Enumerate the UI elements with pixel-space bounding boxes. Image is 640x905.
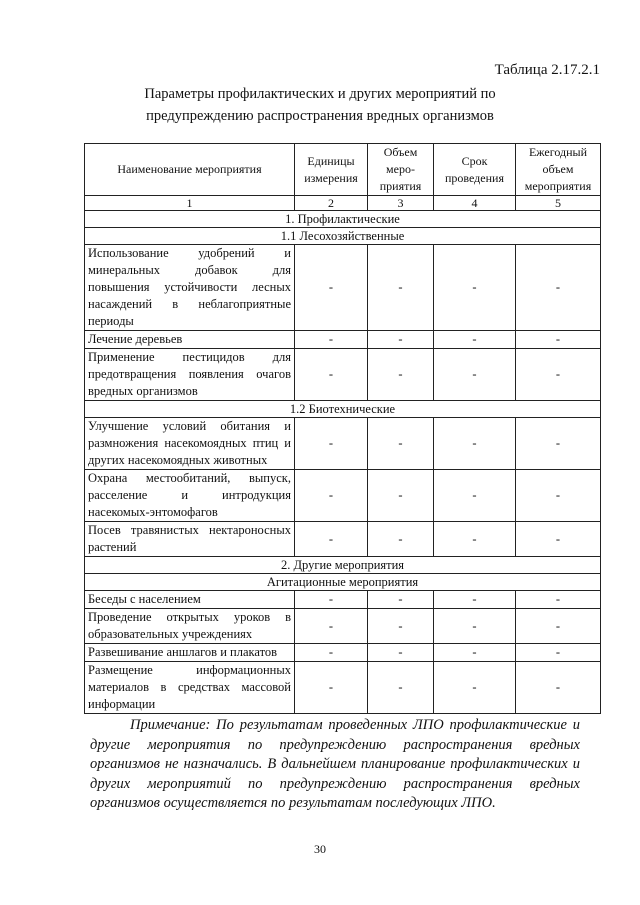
annual-value: - (516, 470, 601, 522)
volume-value: - (368, 331, 434, 349)
note-paragraph: Примечание: По результатам проведенных ЛПО профилактические и другие мероприятия по предупреждению распространения вредных организмов не назначались. В дальнейшем планирование профилактических и других мероприятий по предупреждению распространения вредных организмов осуществляется по результатам последующих ЛПО. (90, 717, 580, 811)
section-row (85, 557, 601, 574)
volume-value: - (368, 644, 434, 662)
subsection-title: 1.1 Лесохозяйственные (85, 228, 601, 245)
table-row (85, 591, 601, 609)
subsection-title: Агитационные мероприятия (85, 574, 601, 591)
column-number: 1 (85, 196, 295, 211)
table-row (85, 349, 601, 401)
annual-value: - (516, 522, 601, 557)
units-value: - (295, 662, 368, 714)
activity-name: Беседы с населением (85, 591, 295, 609)
volume-value: - (368, 470, 434, 522)
term-value: - (434, 591, 516, 609)
activity-name: Улучшение условий обитания и размножения насекомоядных птиц и других насекомоядных животных (85, 418, 295, 470)
units-value: - (295, 591, 368, 609)
term-value: - (434, 349, 516, 401)
units-value: - (295, 470, 368, 522)
units-value: - (295, 522, 368, 557)
section-row (85, 228, 601, 245)
units-value: - (295, 331, 368, 349)
annual-value: - (516, 609, 601, 644)
activity-name: Лечение деревьев (85, 331, 295, 349)
table-row (85, 644, 601, 662)
units-value: - (295, 349, 368, 401)
header-name: Наименование мероприятия (85, 144, 295, 196)
table-row (85, 662, 601, 714)
activity-name: Проведение открытых уроков в образовательных учреждениях (85, 609, 295, 644)
units-value: - (295, 245, 368, 331)
annual-value: - (516, 644, 601, 662)
parameters-table (84, 143, 601, 714)
section-title: 1. Профилактические (85, 211, 601, 228)
header-row (85, 144, 601, 196)
activity-name: Применение пестицидов для предотвращения появления очагов вредных организмов (85, 349, 295, 401)
volume-value: - (368, 662, 434, 714)
section-row (85, 574, 601, 591)
activity-name: Охрана местообитаний, выпуск, расселение и интродукция насекомых-энтомофагов (85, 470, 295, 522)
column-number: 2 (295, 196, 368, 211)
table-row (85, 418, 601, 470)
section-row (85, 211, 601, 228)
table-row (85, 245, 601, 331)
table-row (85, 522, 601, 557)
term-value: - (434, 609, 516, 644)
activity-name: Размещение информационных материалов в средствах массовой информации (85, 662, 295, 714)
units-value: - (295, 418, 368, 470)
units-value: - (295, 609, 368, 644)
annual-value: - (516, 662, 601, 714)
table-number: Таблица 2.17.2.1 (494, 62, 600, 78)
activity-name: Использование удобрений и минеральных добавок для повышения устойчивости лесных насаждений в неблагоприятные периоды (85, 245, 295, 331)
term-value: - (434, 245, 516, 331)
section-title: 2. Другие мероприятия (85, 557, 601, 574)
term-value: - (434, 470, 516, 522)
term-value: - (434, 644, 516, 662)
column-number: 4 (434, 196, 516, 211)
term-value: - (434, 662, 516, 714)
term-value: - (434, 331, 516, 349)
units-value: - (295, 644, 368, 662)
table-row (85, 331, 601, 349)
table-title-line-2: предупреждению распространения вредных организмов (146, 108, 494, 124)
annual-value: - (516, 331, 601, 349)
column-number: 5 (516, 196, 601, 211)
annual-value: - (516, 418, 601, 470)
header-annual: Ежегодный объем мероприятия (516, 144, 601, 196)
activity-name: Развешивание аншлагов и плакатов (85, 644, 295, 662)
page-number: 30 (314, 842, 326, 856)
term-value: - (434, 418, 516, 470)
column-number: 3 (368, 196, 434, 211)
volume-value: - (368, 418, 434, 470)
header-volume: Объем меро-приятия (368, 144, 434, 196)
annual-value: - (516, 591, 601, 609)
header-units: Единицы измерения (295, 144, 368, 196)
volume-value: - (368, 591, 434, 609)
volume-value: - (368, 349, 434, 401)
activity-name: Посев травянистых нектароносных растений (85, 522, 295, 557)
header-term: Срок проведения (434, 144, 516, 196)
subsection-title: 1.2 Биотехнические (85, 401, 601, 418)
volume-value: - (368, 522, 434, 557)
table-row (85, 609, 601, 644)
annual-value: - (516, 349, 601, 401)
section-row (85, 401, 601, 418)
table-row (85, 470, 601, 522)
term-value: - (434, 522, 516, 557)
annual-value: - (516, 245, 601, 331)
column-number-row (85, 196, 601, 211)
volume-value: - (368, 609, 434, 644)
table-title-line-1: Параметры профилактических и других мероприятий по (144, 86, 496, 102)
volume-value: - (368, 245, 434, 331)
